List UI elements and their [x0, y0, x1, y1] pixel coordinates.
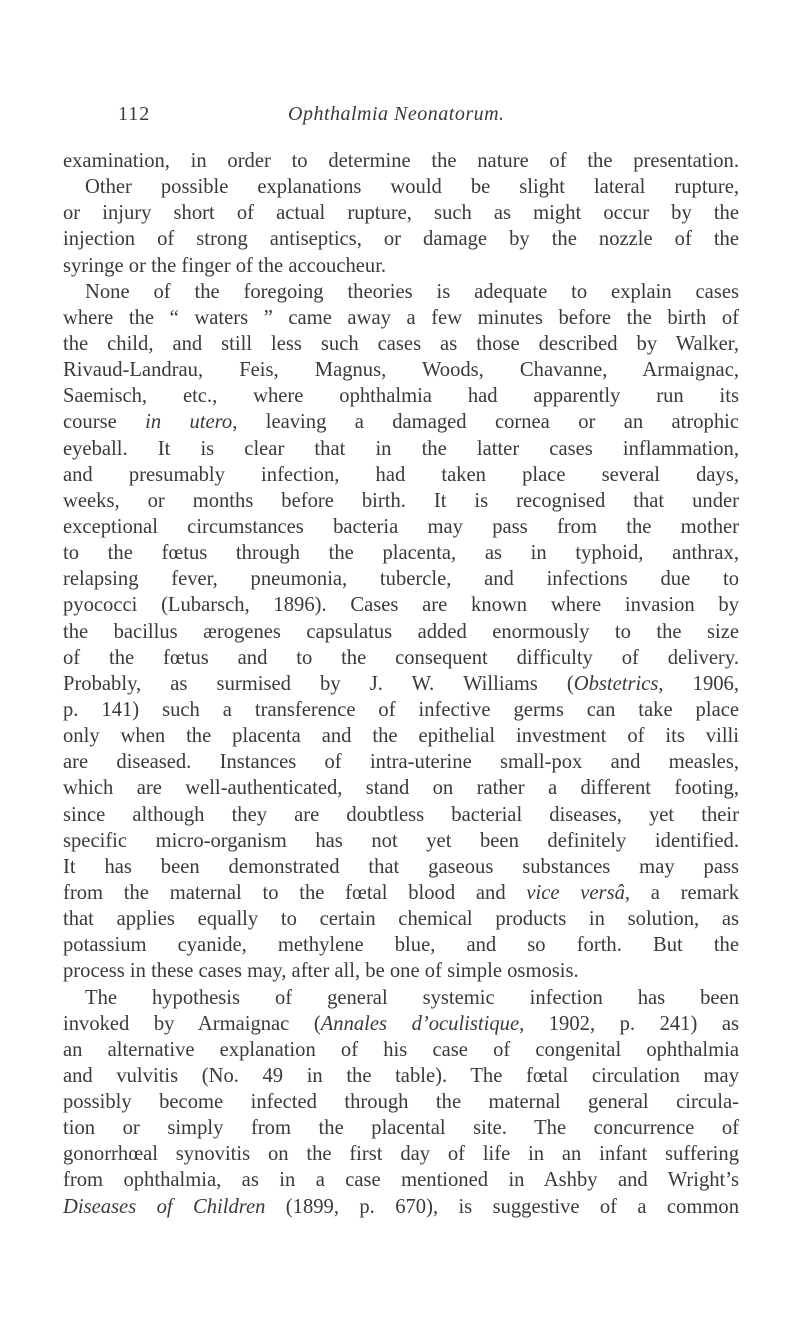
text-line: None of the foregoing theories is adequate to explain cases: [85, 280, 739, 303]
text-line: examination, in order to determine the nature of the presentation.: [63, 150, 739, 172]
text-line: only when the placenta and the epithelial investment of its villi: [63, 725, 739, 748]
text-line: eyeball. It is clear that in the latter cases inflammation,: [63, 437, 739, 460]
text-span: , leaving a damaged cornea or an atrophic: [232, 411, 740, 434]
text-line: [63, 1011, 739, 1037]
text-line: gonorrhœal synovitis on the first day of life in an infant suffering: [63, 1143, 739, 1166]
body-text: [63, 148, 739, 1220]
text-line: Saemisch, etc., where ophthalmia had apparently run its: [63, 385, 739, 408]
italic-text: Obstetrics: [573, 672, 659, 695]
text-line: of the fœtus and to the consequent difficulty of delivery.: [63, 646, 739, 669]
text-line: from ophthalmia, as in a case mentioned in Ashby and Wright’s: [63, 1169, 739, 1192]
text-line: possibly become infected through the maternal general circula-: [63, 1091, 739, 1114]
text-line: specific micro-organism has not yet been definitely identified.: [63, 829, 739, 852]
text-line: or injury short of actual rupture, such as might occur by the: [63, 202, 739, 225]
text-line: tion or simply from the placental site. The concurrence of: [63, 1117, 739, 1140]
text-span: , 1902, p. 241) as: [519, 1012, 739, 1035]
text-line: Rivaud-Landrau, Feis, Magnus, Woods, Chavanne, Armaignac,: [63, 359, 739, 382]
text-line: which are well-authenticated, stand on rather a different footing,: [63, 777, 739, 800]
text-line: It has been demonstrated that gaseous substances may pass: [63, 855, 739, 878]
text-line: Other possible explanations would be slight lateral rupture,: [85, 176, 739, 199]
text-line: [63, 409, 739, 435]
running-head: [118, 103, 794, 129]
text-span: , 1906,: [658, 672, 739, 695]
italic-text: vice versâ: [526, 881, 625, 904]
text-line: the child, and still less such cases as those described by Walker,: [63, 332, 739, 355]
text-line: that applies equally to certain chemical products in solution, as: [63, 908, 739, 931]
text-span: invoked by Armaignac (: [63, 1012, 321, 1035]
text-line: relapsing fever, pneumonia, tubercle, and infections due to: [63, 568, 739, 591]
text-span: course: [63, 411, 146, 434]
italic-text: in utero: [145, 411, 233, 434]
text-line: [63, 1194, 739, 1220]
text-line: where the “ waters ” came away a few minutes before the birth of: [63, 306, 739, 329]
text-line: [63, 880, 739, 906]
text-line: and presumably infection, had taken place several days,: [63, 463, 739, 486]
text-span: Probably, as surmised by J. W. Williams (: [63, 672, 574, 695]
text-line: weeks, or months before birth. It is recognised that under: [63, 489, 739, 512]
text-span: from the maternal to the fœtal blood and: [63, 881, 527, 904]
text-line: p. 141) such a transference of infective germs can take place: [63, 698, 739, 721]
text-line: an alternative explanation of his case of congenital ophthalmia: [63, 1038, 739, 1061]
text-line: pyococci (Lubarsch, 1896). Cases are known where invasion by: [63, 594, 739, 617]
text-span: (1899, p. 670), is suggestive of a common: [265, 1195, 739, 1218]
text-line: to the fœtus through the placenta, as in typhoid, anthrax,: [63, 542, 739, 565]
running-title: Ophthalmia Neonatorum.: [288, 103, 505, 125]
text-line: [63, 671, 739, 697]
page-number: 112: [118, 103, 151, 125]
italic-text: Diseases of Children: [63, 1195, 266, 1218]
text-line: process in these cases may, after all, be one of simple osmosis.: [63, 960, 579, 983]
text-line: syringe or the finger of the accoucheur.: [63, 254, 387, 277]
text-line: the bacillus ærogenes capsulatus added enormously to the size: [63, 620, 739, 643]
text-span: , a remark: [624, 881, 739, 904]
text-line: exceptional circumstances bacteria may pass from the mother: [63, 515, 739, 538]
text-line: are diseased. Instances of intra-uterine small-pox and measles,: [63, 751, 739, 774]
text-line: The hypothesis of general systemic infection has been: [85, 986, 739, 1009]
text-line: since although they are doubtless bacterial diseases, yet their: [63, 803, 739, 826]
text-line: potassium cyanide, methylene blue, and so forth. But the: [63, 934, 739, 957]
italic-text: Annales d’oculistique: [320, 1012, 520, 1035]
text-line: and vulvitis (No. 49 in the table). The fœtal circulation may: [63, 1064, 739, 1087]
text-line: injection of strong antiseptics, or damage by the nozzle of the: [63, 228, 739, 251]
